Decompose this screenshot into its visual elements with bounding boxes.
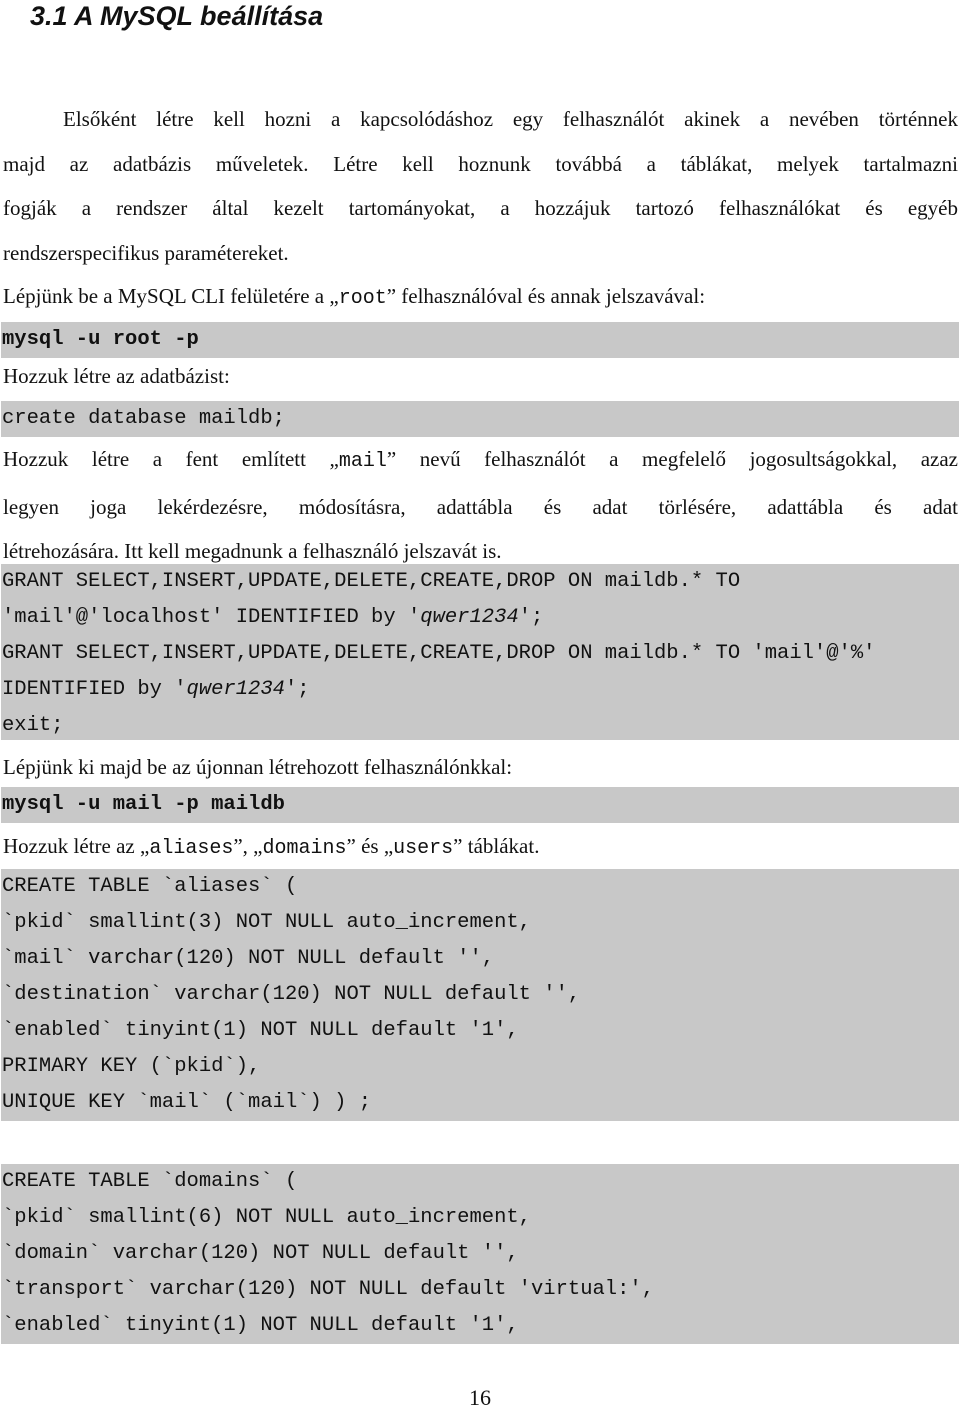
login-text-after: ” felhasználóval és annak jelszavával: — [386, 284, 706, 308]
create-db-instruction: Hozzuk létre az adatbázist: — [3, 364, 230, 388]
code-line: exit; — [2, 714, 64, 737]
code-block-relogin — [1, 787, 959, 823]
code-line: GRANT SELECT,INSERT,UPDATE,DELETE,CREATE,DROP ON maildb.* TO 'mail'@'%' — [2, 642, 876, 665]
user-line-3: létrehozására. Itt kell megadnunk a felhasználó jelszavát is. — [3, 539, 502, 563]
intro-line: majd az adatbázis műveletek. Létre kell hoznunk továbbá a táblákat, melyek tartalmazni — [3, 151, 958, 176]
user-text: Hozzuk létre a fent említett „ — [3, 447, 339, 471]
code-block-create-db — [1, 401, 959, 437]
code-line: `domain` varchar(120) NOT NULL default '', — [2, 1242, 519, 1265]
table-name-code: domains — [262, 837, 347, 860]
intro-line: fogják a rendszer által kezelt tartományokat, a hozzájuk tartozó felhasználókat és egyéb — [3, 196, 958, 220]
code-line: `pkid` smallint(3) NOT NULL auto_increment, — [2, 911, 531, 934]
code-line: `destination` varchar(120) NOT NULL default '', — [2, 983, 581, 1006]
tables-instruction — [3, 834, 958, 858]
code-block-domains — [1, 1164, 959, 1344]
code-text: '; — [284, 678, 310, 701]
tables-text: Hozzuk létre az „ — [3, 834, 150, 858]
code-text: IDENTIFIED by ' — [2, 678, 187, 701]
code-line: mysql -u root -p — [2, 328, 199, 351]
tables-text: ”, „ — [233, 834, 263, 858]
code-block-grant — [1, 564, 959, 740]
code-line: CREATE TABLE `domains` ( — [2, 1170, 298, 1193]
code-line — [2, 600, 959, 636]
user-text: ” nevű felhasználót a megfelelő jogosultságokkal, azaz — [386, 447, 958, 471]
mail-user-code: mail — [338, 450, 387, 473]
login-text-before: Lépjünk be a MySQL CLI felületére a „ — [3, 284, 339, 308]
code-line: GRANT SELECT,INSERT,UPDATE,DELETE,CREATE,DROP ON maildb.* TO — [2, 570, 741, 593]
page-number: 16 — [469, 1385, 491, 1410]
code-line: `mail` varchar(120) NOT NULL default '', — [2, 947, 495, 970]
code-text: 'mail'@'localhost' IDENTIFIED by ' — [2, 606, 421, 629]
code-line: mysql -u mail -p maildb — [2, 793, 285, 816]
password-text: qwer1234 — [420, 606, 519, 629]
tables-text: ” és „ — [346, 834, 394, 858]
login-user-code: root — [338, 287, 387, 310]
user-instruction — [3, 437, 958, 574]
code-line — [2, 672, 959, 708]
user-line-2: legyen joga lekérdezésre, módosításra, adattábla és adat törlésére, adattábla és adat — [3, 494, 958, 519]
code-line: `enabled` tinyint(1) NOT NULL default '1', — [2, 1314, 519, 1337]
table-name-code: users — [393, 837, 454, 860]
relogin-instruction: Lépjünk ki majd be az újonnan létrehozott felhasználónkkal: — [3, 755, 513, 779]
intro-paragraph — [3, 97, 958, 275]
code-line: UNIQUE KEY `mail` (`mail`) ) ; — [2, 1091, 372, 1114]
user-line-1 — [3, 437, 958, 485]
table-name-code: aliases — [149, 837, 234, 860]
tables-text: ” táblákat. — [453, 834, 540, 858]
intro-line: Elsőként létre kell hozni a kapcsolódáshoz egy felhasználót akinek a nevében történnek — [63, 107, 958, 131]
section-heading: 3.1 A MySQL beállítása — [30, 1, 324, 31]
code-line: PRIMARY KEY (`pkid`), — [2, 1055, 261, 1078]
password-text: qwer1234 — [186, 678, 285, 701]
code-block-aliases — [1, 869, 959, 1121]
code-line: CREATE TABLE `aliases` ( — [2, 875, 298, 898]
code-line: `pkid` smallint(6) NOT NULL auto_increment, — [2, 1206, 531, 1229]
code-text: '; — [518, 606, 544, 629]
code-line: create database maildb; — [2, 407, 285, 430]
intro-line: rendszerspecifikus paramétereket. — [3, 240, 289, 265]
code-line: `enabled` tinyint(1) NOT NULL default '1', — [2, 1019, 519, 1042]
code-line: `transport` varchar(120) NOT NULL default 'virtual:', — [2, 1278, 655, 1301]
code-block-login — [1, 322, 959, 358]
login-instruction — [3, 284, 958, 308]
